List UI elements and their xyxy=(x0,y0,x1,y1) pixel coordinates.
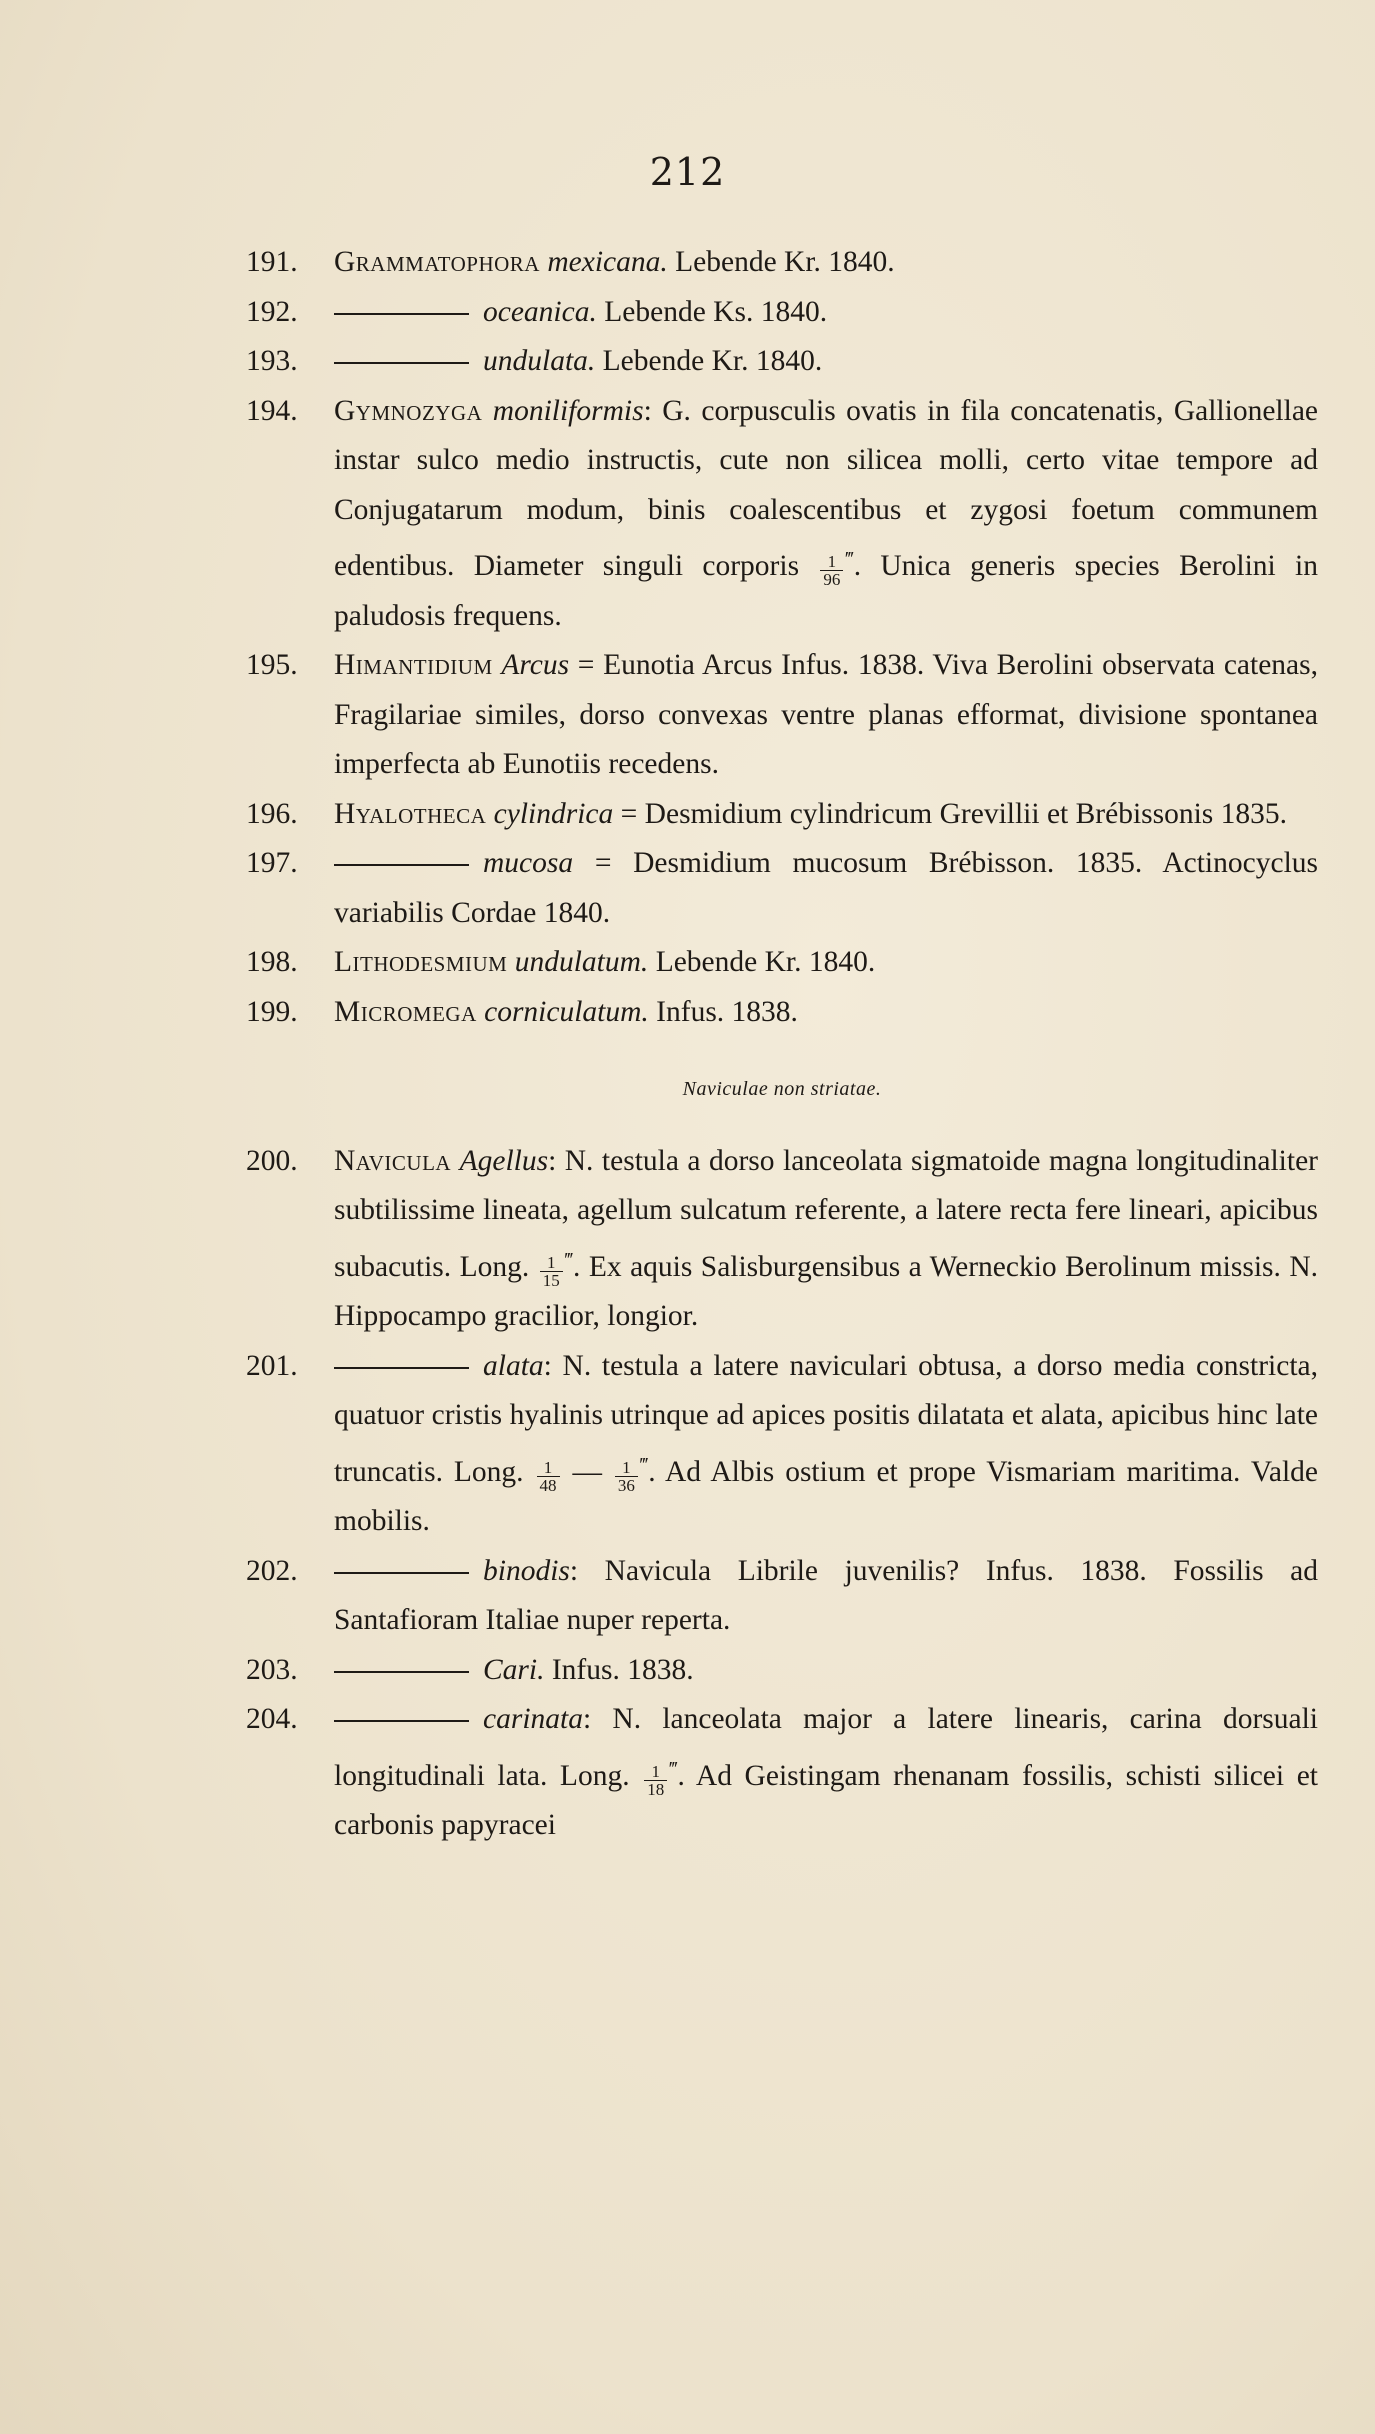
line-mark: ‴ xyxy=(639,1453,649,1476)
section-subheading: Naviculae non striatae. xyxy=(682,1078,882,1100)
fraction-numerator: 1 xyxy=(820,553,843,571)
entry-body xyxy=(334,1342,1318,1547)
entry-body xyxy=(334,790,1318,840)
species-name: undulatum. xyxy=(514,946,649,978)
entry-text: = Desmidium mucosum Brébisson. 1835. Actinocyclus variabilis Cordae 1840. xyxy=(334,847,1318,929)
ditto-dash xyxy=(334,1671,469,1673)
entry-number: 194. xyxy=(246,394,298,427)
species-name: cylindrica xyxy=(493,797,614,830)
entry-number: 200. xyxy=(246,1144,298,1177)
line-mark: ‴ xyxy=(845,548,854,570)
entry-body xyxy=(334,641,1318,790)
entry-body xyxy=(334,238,1318,288)
entry-204 xyxy=(246,1695,1318,1851)
fraction-numerator: 1 xyxy=(537,1459,560,1477)
ditto-dash xyxy=(334,362,469,364)
entry-text: Lebende Kr. 1840. xyxy=(648,946,876,978)
entry-body xyxy=(334,387,1318,642)
species-name: carinata xyxy=(483,1703,583,1735)
entry-list xyxy=(246,238,1318,1851)
ditto-dash xyxy=(334,1367,469,1369)
fraction xyxy=(537,1459,560,1494)
entry-text: : N. testula a latere naviculari obtusa, a dorso media constricta, quatuor cristis hyalinis utrinque ad apices positis dilatata et alata, apicibus hinc late truncatis. Long. xyxy=(334,1349,1318,1488)
entry-text: Infus. 1838. xyxy=(544,1653,694,1686)
entry-text: : N. lanceolata major a latere linearis, carina dorsuali longitudinali lata. Long. xyxy=(334,1703,1318,1792)
species-name: Agellus xyxy=(459,1144,549,1177)
genus-name: Hyalotheca xyxy=(334,797,487,830)
entry-text: : G. corpusculis ovatis in fila concatenatis, Gallionellae instar sulco medio instructis, cute non silicea molli, certo vitae tempore ad Conjugatarum modum, binis coalescentibus et zygosi foetum communem edentibus. Diameter singuli corporis xyxy=(334,394,1319,582)
line-mark: ‴ xyxy=(669,1757,678,1780)
fraction-denominator: 96 xyxy=(823,570,841,589)
entry-number: 195. xyxy=(246,649,298,681)
entry-number: 203. xyxy=(246,1653,298,1686)
entry-text: Lebende Ks. 1840. xyxy=(596,295,828,328)
entry-number: 201. xyxy=(246,1349,298,1382)
entry-number: 204. xyxy=(246,1703,298,1735)
entry-text: = Desmidium cylindricum Grevillii et Brébissonis 1835. xyxy=(613,797,1288,830)
entry-number: 197. xyxy=(246,847,298,879)
entry-203 xyxy=(246,1646,1318,1696)
entry-number: 192. xyxy=(246,295,298,328)
species-name: mexicana. xyxy=(547,246,668,278)
entry-199 xyxy=(246,988,1318,1038)
genus-name: Gymnozyga xyxy=(334,394,483,427)
ditto-dash xyxy=(334,1572,469,1574)
entry-text: . Ad Geistingam rhenanam fossilis, schisti silicei et carbonis papyracei xyxy=(334,1759,1318,1841)
fraction-numerator: 1 xyxy=(540,1254,563,1272)
entry-number: 191. xyxy=(246,246,298,278)
fraction-denominator: 18 xyxy=(647,1779,665,1799)
fraction-denominator: 36 xyxy=(617,1475,635,1495)
entry-body xyxy=(334,1646,1318,1696)
entry-198 xyxy=(246,938,1318,988)
entry-text: Lebende Kr. 1840. xyxy=(595,345,823,377)
entry-body xyxy=(334,1547,1318,1646)
species-name: Arcus xyxy=(501,649,570,681)
species-name: mucosa xyxy=(483,847,574,879)
entry-body xyxy=(334,1137,1318,1342)
entry-body xyxy=(334,988,1318,1038)
species-name: moniliformis xyxy=(492,394,644,427)
entry-202 xyxy=(246,1547,1318,1646)
entry-200 xyxy=(246,1137,1318,1342)
range-separator: — xyxy=(561,1455,613,1488)
entry-body xyxy=(334,1695,1318,1851)
entry-number: 198. xyxy=(246,946,298,978)
fraction xyxy=(540,1254,563,1289)
fraction-numerator: 1 xyxy=(644,1763,667,1781)
fraction xyxy=(820,553,843,588)
entry-195 xyxy=(246,641,1318,790)
entry-192 xyxy=(246,288,1318,338)
genus-name: Lithodesmium xyxy=(334,946,508,978)
genus-name: Grammatophora xyxy=(334,246,540,278)
ditto-dash xyxy=(334,313,469,315)
entry-number: 202. xyxy=(246,1554,298,1587)
entry-197 xyxy=(246,839,1318,938)
entry-text: Infus. 1838. xyxy=(648,995,798,1028)
species-name: alata xyxy=(483,1349,544,1382)
entry-body xyxy=(334,337,1318,387)
entry-text: . Ad Albis ostium et prope Vismariam maritima. Valde mobilis. xyxy=(334,1455,1318,1537)
entry-193 xyxy=(246,337,1318,387)
species-name: corniculatum. xyxy=(484,995,649,1028)
line-mark: ‴ xyxy=(564,1248,574,1271)
genus-name: Micromega xyxy=(334,995,477,1028)
species-name: binodis xyxy=(483,1554,570,1587)
entry-body xyxy=(334,288,1318,338)
species-name: Cari. xyxy=(483,1653,545,1686)
entry-text: : N. testula a dorso lanceolata sigmatoide magna longitudinaliter subtilissime lineata, agellum sulcatum referente, a latere recta fere lineari, apicibus subacutis. Long. xyxy=(334,1144,1318,1283)
ditto-dash xyxy=(334,1720,469,1722)
entry-text: Lebende Kr. 1840. xyxy=(667,246,895,278)
fraction-numerator: 1 xyxy=(615,1459,638,1477)
entry-text: : Navicula Librile juvenilis? Infus. 1838. Fossilis ad Santafioram Italiae nuper reperta. xyxy=(334,1554,1318,1636)
entry-body xyxy=(334,938,1318,988)
entry-number: 193. xyxy=(246,345,298,377)
species-name: undulata. xyxy=(483,345,596,377)
genus-name: Navicula xyxy=(334,1144,452,1177)
page-number: 212 xyxy=(649,150,726,194)
ditto-dash xyxy=(334,864,469,866)
genus-name: Himantidium xyxy=(334,649,493,681)
species-name: oceanica. xyxy=(483,295,597,328)
fraction-denominator: 15 xyxy=(542,1270,560,1290)
entry-196 xyxy=(246,790,1318,840)
entry-text: . Unica generis species Berolini in paludosis frequens. xyxy=(334,550,1318,632)
entry-number: 196. xyxy=(246,797,298,830)
entry-201 xyxy=(246,1342,1318,1547)
entry-191 xyxy=(246,238,1318,288)
entry-text: = Eunotia Arcus Infus. 1838. Viva Berolini observata catenas, Fragilariae similes, dorso convexas ventre planas efformat, divisione spontanea imperfecta ab Eunotiis recedens. xyxy=(334,649,1318,780)
entry-text: . Ex aquis Salisburgensibus a Werneckio Berolinum missis. N. Hippocampo gracilior, longior. xyxy=(334,1250,1319,1332)
entry-body xyxy=(334,839,1318,938)
entry-194 xyxy=(246,387,1318,642)
entry-number: 199. xyxy=(246,995,298,1028)
fraction xyxy=(615,1459,638,1494)
fraction-denominator: 48 xyxy=(539,1475,557,1495)
fraction xyxy=(644,1763,667,1798)
